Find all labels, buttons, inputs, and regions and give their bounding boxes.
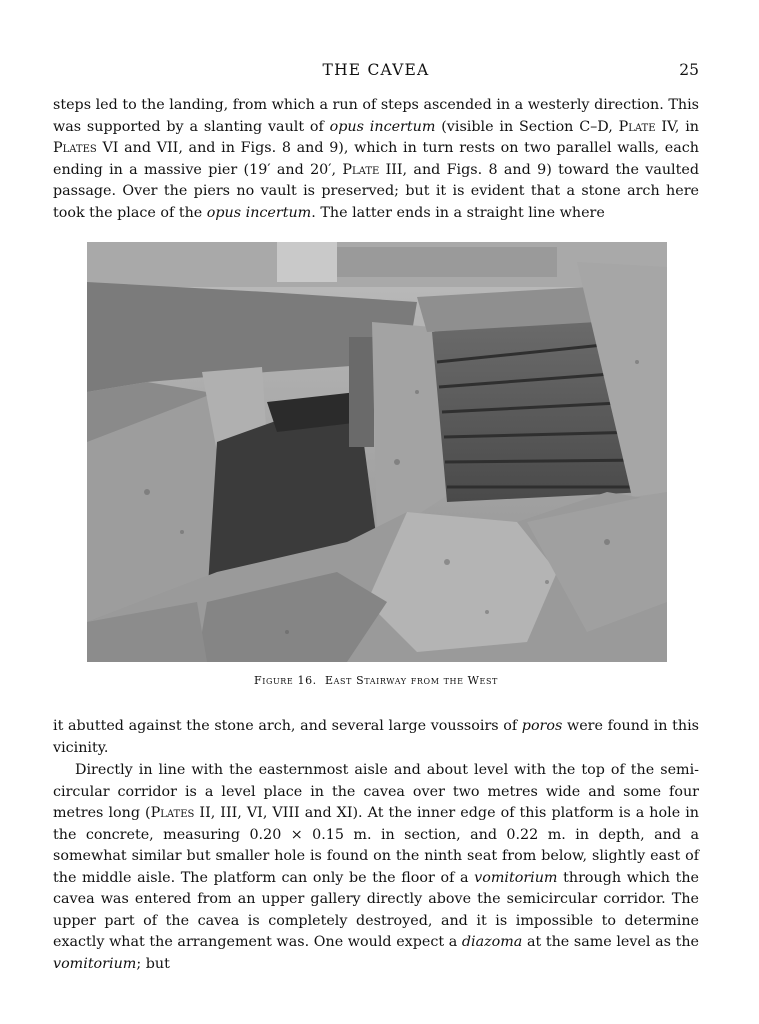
italic-term: vomitorium [474,869,558,886]
figure-photo-east-stairway [87,242,667,662]
italic-term: poros [521,718,563,734]
running-title: THE CAVEA [322,61,430,79]
figure-title: East Stairway from the West [324,674,498,687]
figure-number: Figure 16. [253,674,317,687]
figure-caption [53,674,699,687]
italic-term: diazoma [461,934,523,950]
italic-term: opus incertum [206,204,312,221]
italic-term: vomitorium [53,955,137,972]
paragraph-vomitorium: Directly in line with the easternmost aisle and about level with the top of the semi-circular corridor is a level place in the cavea over two metres wide and some four metres long (Plates II, III, VI, VIII and XI). At the inner edge of this platform is a hole in the concrete, measuring 0.20 × 0.15 m. in section, and 0.22 m. in depth, and a somewhat similar but smaller hole is found on the ninth seat from below, slightly east of the middle aisle. The platform can only be the floor of a vomitorium through which the cavea was entered from an upper gallery directly above the semicircular corridor. The upper part of the cavea is completely destroyed, and it is impossible to determine exactly what the arrangement was. One would expect a diazoma at the same level as the vomitorium; but [53,762,699,972]
photo-illustration [87,242,667,662]
page-header [53,61,699,83]
italic-term: opus incertum [329,118,436,135]
page-number: 25 [679,61,699,79]
paragraph-after-figure: it abutted against the stone arch, and several large voussoirs of poros were found in this vicinity. [53,718,699,756]
paragraph-top: steps led to the landing, from which a run of steps ascended in a westerly direction. This was supported by a slanting vault of opus incertum (visible in Section C–D, Plate IV, in Plates VI and VII, and in Figs. 8 and 9), which in turn rests on two parallel walls, each ending in a massive pier (19′ and 20′, Plate III, and Figs. 8 and 9) toward the vaulted passage. Over the piers no vault is preserved; but it is evident that a stone arch here took the place of the opus incertum. The latter ends in a straight line where [53,97,699,221]
